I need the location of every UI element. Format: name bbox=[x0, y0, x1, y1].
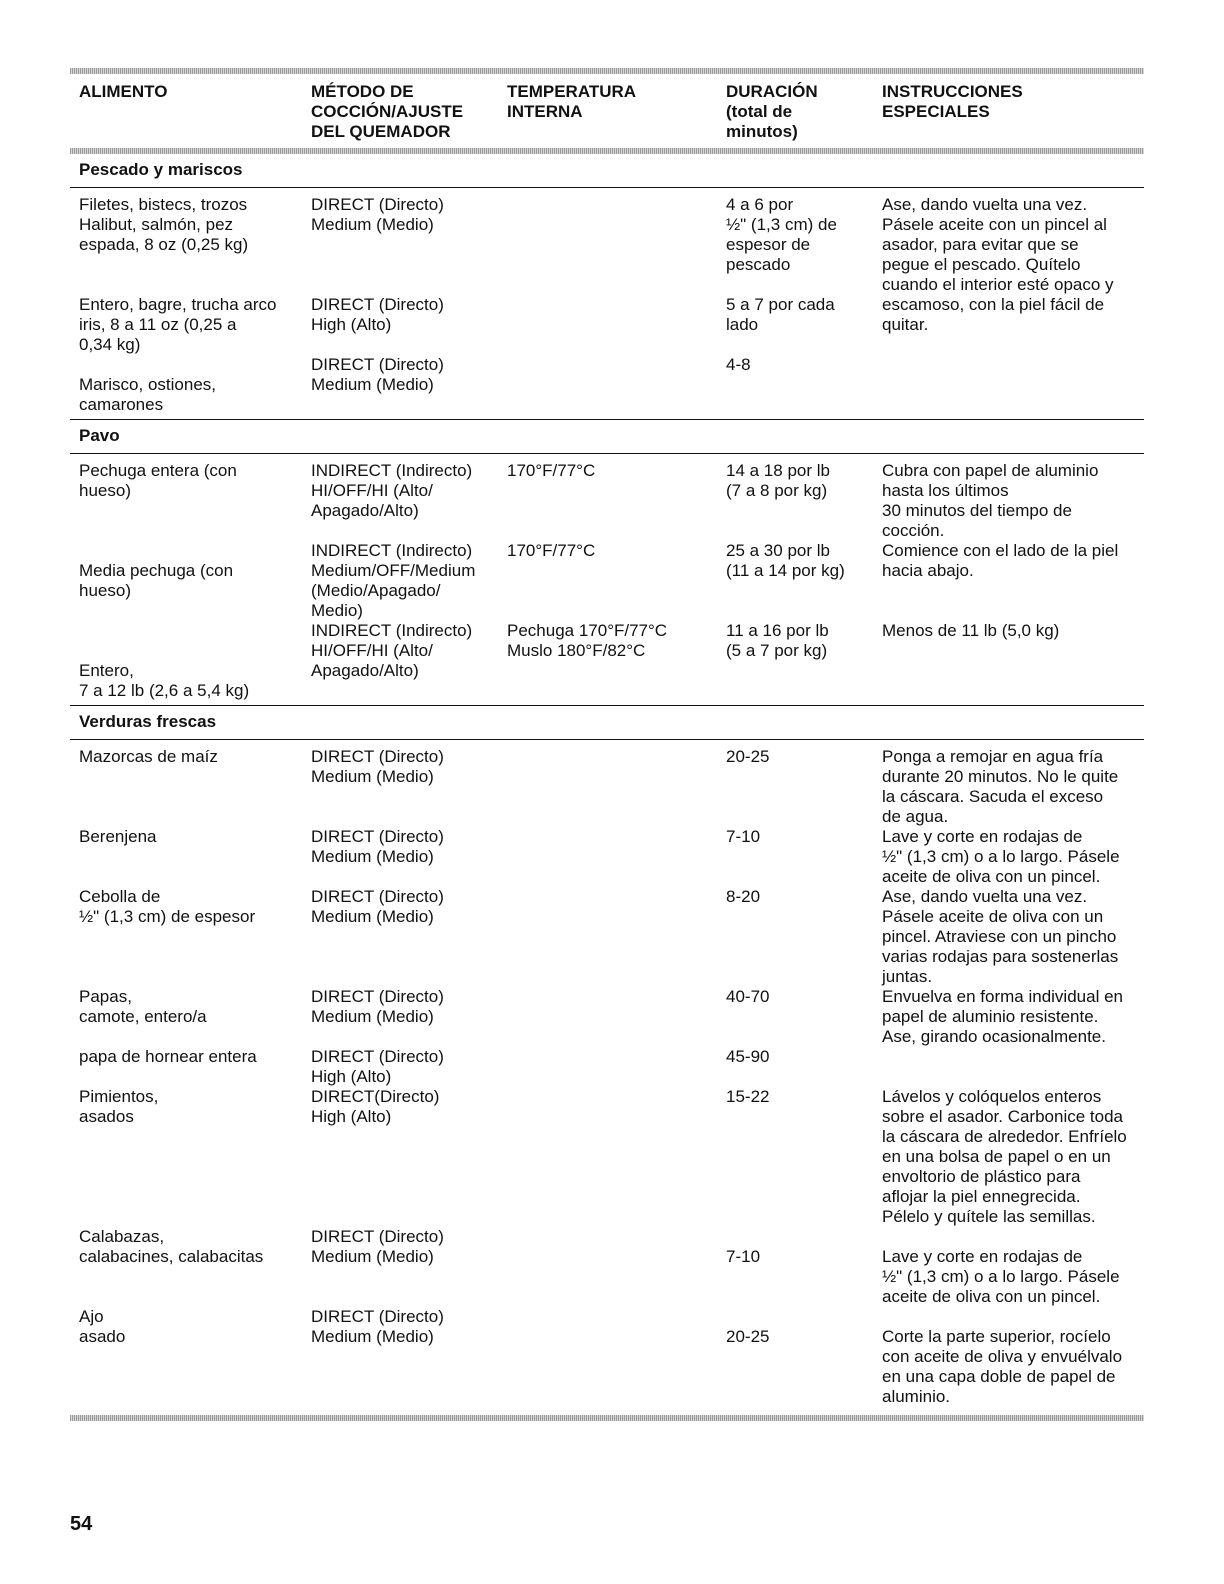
table-header bbox=[70, 74, 1144, 148]
food-cell: Marisco, ostiones, camarones bbox=[79, 375, 216, 414]
food-cell: Entero, bagre, trucha arco iris, 8 a 11 oz (0,25 a 0,34 kg) bbox=[79, 295, 277, 354]
table-row bbox=[70, 355, 1144, 415]
instructions-cell: Ase, dando vuelta una vez. Pásele aceite con un pincel al asador, para evitar que se pegue el pescado. Quítelo cuando el interior esté opaco y bbox=[882, 195, 1114, 294]
table-row bbox=[70, 1047, 1144, 1087]
food-cell: Entero, 7 a 12 lb (2,6 a 5,4 kg) bbox=[79, 661, 250, 700]
table-row bbox=[70, 195, 1144, 295]
food-cell: Cebolla de ½" (1,3 cm) de espesor bbox=[79, 887, 256, 926]
table-row bbox=[70, 1087, 1144, 1227]
method-cell: DIRECT (Directo) Medium (Medio) bbox=[311, 987, 444, 1026]
duration-cell: 5 a 7 por cada lado bbox=[726, 295, 835, 334]
method-cell: DIRECT (Directo) High (Alto) bbox=[311, 295, 444, 334]
method-cell: INDIRECT (Indirecto) Medium/OFF/Medium (Medio/Apagado/ Medio) bbox=[311, 541, 476, 620]
duration-cell: 40-70 bbox=[726, 987, 770, 1006]
temperature-cell bbox=[507, 1227, 726, 1307]
food-cell: Papas, camote, entero/a bbox=[79, 987, 207, 1026]
table-row bbox=[70, 1227, 1144, 1307]
duration-cell: 4 a 6 por ½" (1,3 cm) de espesor de pescado bbox=[726, 195, 837, 274]
duration-cell: 7-10 bbox=[726, 827, 761, 846]
temperature-cell bbox=[507, 987, 726, 1047]
temperature-cell bbox=[507, 1087, 726, 1227]
header-method: MÉTODO DE COCCIÓN/AJUSTE DEL QUEMADOR bbox=[311, 82, 464, 141]
section-rows bbox=[70, 740, 1144, 1411]
food-cell: Media pechuga (con hueso) bbox=[79, 561, 234, 600]
method-cell: DIRECT (Directo) Medium (Medio) bbox=[311, 747, 444, 786]
header-duration: DURACIÓN (total de minutos) bbox=[726, 82, 818, 141]
food-cell: Pimientos, asados bbox=[79, 1087, 159, 1126]
table-body bbox=[70, 154, 1144, 1411]
table-row bbox=[70, 827, 1144, 887]
instructions-cell: Corte la parte superior, rocíelo con aceite de oliva y envuélvalo en una capa doble de papel de aluminio. bbox=[882, 1327, 1123, 1406]
duration-cell: 25 a 30 por lb (11 a 14 por kg) bbox=[726, 541, 845, 580]
table-row bbox=[70, 1307, 1144, 1407]
temperature-cell bbox=[507, 827, 726, 887]
food-cell: papa de hornear entera bbox=[79, 1047, 257, 1066]
table-row bbox=[70, 987, 1144, 1047]
instructions-cell: Menos de 11 lb (5,0 kg) bbox=[882, 621, 1060, 640]
table-row bbox=[70, 621, 1144, 701]
temperature-cell bbox=[507, 295, 726, 355]
duration-cell: 4-8 bbox=[726, 355, 751, 374]
table-row bbox=[70, 541, 1144, 621]
section-rows bbox=[70, 188, 1144, 419]
section-title: Pescado y mariscos bbox=[70, 154, 1144, 188]
temperature-cell bbox=[507, 747, 726, 827]
temperature-cell: 170°F/77°C bbox=[507, 541, 596, 560]
food-cell: Pechuga entera (con hueso) bbox=[79, 461, 237, 500]
instructions-cell: Comience con el lado de la piel hacia abajo. bbox=[882, 541, 1119, 580]
food-cell: Mazorcas de maíz bbox=[79, 747, 218, 766]
table-row bbox=[70, 887, 1144, 987]
instructions-cell bbox=[882, 355, 1144, 415]
section-block bbox=[70, 419, 1144, 705]
table-row bbox=[70, 461, 1144, 541]
header-temperature: TEMPERATURA INTERNA bbox=[507, 82, 637, 121]
section-title: Verduras frescas bbox=[70, 705, 1144, 740]
instructions-cell: Cubra con papel de aluminio hasta los últimos 30 minutos del tiempo de cocción. bbox=[882, 461, 1099, 540]
food-cell: Calabazas, calabacines, calabacitas bbox=[79, 1227, 264, 1266]
section-title: Pavo bbox=[70, 419, 1144, 454]
instructions-cell: Lave y corte en rodajas de ½" (1,3 cm) o a lo largo. Pásele aceite de oliva con un pincel. bbox=[882, 827, 1120, 886]
method-cell: DIRECT (Directo) Medium (Medio) bbox=[311, 355, 444, 394]
instructions-cell: Ase, dando vuelta una vez. Pásele aceite de oliva con un pincel. Atraviese con un pincho varias rodajas para sostenerlas juntas. bbox=[882, 887, 1119, 986]
instructions-cell: Lávelos y colóquelos enteros sobre el asador. Carbonice toda la cáscara de alrededor. Enfríelo en una bolsa de papel o en un envoltorio de plástico para aflojar la piel ennegrecida. Pélelo y quítele las semillas. bbox=[882, 1087, 1127, 1226]
duration-cell: 15-22 bbox=[726, 1087, 770, 1106]
method-cell: DIRECT(Directo) High (Alto) bbox=[311, 1087, 440, 1126]
food-cell: Filetes, bistecs, trozos Halibut, salmón, pez espada, 8 oz (0,25 kg) bbox=[79, 195, 249, 254]
temperature-cell: 170°F/77°C bbox=[507, 461, 596, 480]
duration-cell: 20-25 bbox=[726, 1327, 770, 1346]
temperature-cell bbox=[507, 1307, 726, 1407]
method-cell: DIRECT (Directo) Medium (Medio) bbox=[311, 1227, 444, 1266]
header-instructions: INSTRUCCIONES ESPECIALES bbox=[882, 82, 1023, 121]
food-cell: Ajo asado bbox=[79, 1307, 126, 1346]
temperature-cell bbox=[507, 887, 726, 987]
method-cell: INDIRECT (Indirecto) HI/OFF/HI (Alto/ Apagado/Alto) bbox=[311, 461, 473, 520]
instructions-cell: escamoso, con la piel fácil de quitar. bbox=[882, 295, 1105, 334]
instructions-cell bbox=[882, 1047, 1144, 1087]
table-row bbox=[70, 747, 1144, 827]
table-row bbox=[70, 295, 1144, 355]
method-cell: DIRECT (Directo) Medium (Medio) bbox=[311, 1307, 444, 1346]
method-cell: DIRECT (Directo) Medium (Medio) bbox=[311, 887, 444, 926]
section-rows bbox=[70, 454, 1144, 705]
temperature-cell bbox=[507, 355, 726, 415]
instructions-cell: Envuelva en forma individual en papel de aluminio resistente. Ase, girando ocasionalmente. bbox=[882, 987, 1123, 1046]
temperature-cell bbox=[507, 195, 726, 295]
temperature-cell bbox=[507, 1047, 726, 1087]
instructions-cell: Lave y corte en rodajas de ½" (1,3 cm) o a lo largo. Pásele aceite de oliva con un pincel. bbox=[882, 1247, 1120, 1306]
duration-cell: 45-90 bbox=[726, 1047, 770, 1066]
section-block bbox=[70, 154, 1144, 419]
instructions-cell: Ponga a remojar en agua fría durante 20 minutos. No le quite la cáscara. Sacuda el exceso de agua. bbox=[882, 747, 1119, 826]
bottom-rule bbox=[70, 1415, 1144, 1421]
duration-cell: 14 a 18 por lb (7 a 8 por kg) bbox=[726, 461, 830, 500]
method-cell: INDIRECT (Indirecto) HI/OFF/HI (Alto/ Apagado/Alto) bbox=[311, 621, 473, 680]
method-cell: DIRECT (Directo) Medium (Medio) bbox=[311, 827, 444, 866]
method-cell: DIRECT (Directo) Medium (Medio) bbox=[311, 195, 444, 234]
duration-cell: 8-20 bbox=[726, 887, 761, 906]
header-food: ALIMENTO bbox=[79, 82, 168, 101]
food-cell: Berenjena bbox=[79, 827, 157, 846]
duration-cell: 11 a 16 por lb (5 a 7 por kg) bbox=[726, 621, 829, 660]
page-number: 54 bbox=[70, 1513, 93, 1535]
temperature-cell: Pechuga 170°F/77°C Muslo 180°F/82°C bbox=[507, 621, 668, 660]
duration-cell: 20-25 bbox=[726, 747, 770, 766]
section-block bbox=[70, 705, 1144, 1411]
cooking-table bbox=[70, 68, 1144, 1421]
duration-cell: 7-10 bbox=[726, 1247, 761, 1266]
method-cell: DIRECT (Directo) High (Alto) bbox=[311, 1047, 444, 1086]
